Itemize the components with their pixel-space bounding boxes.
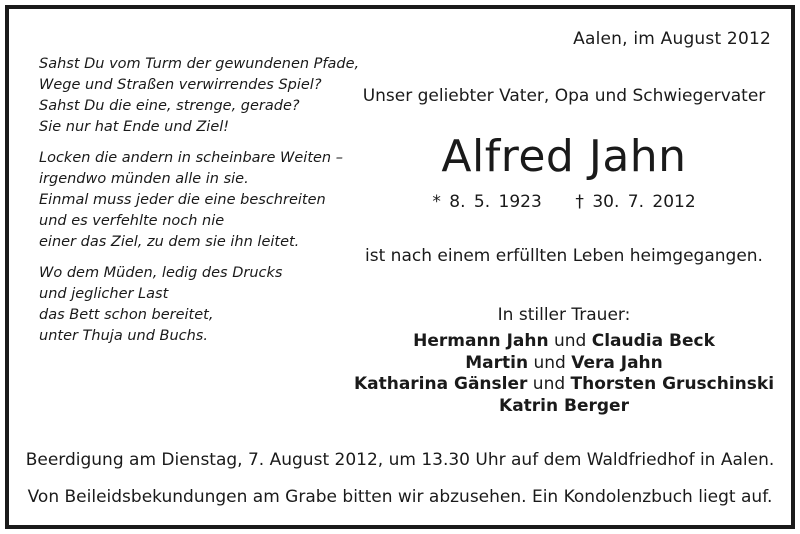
mourner-name: Claudia Beck xyxy=(591,331,715,351)
poem-stanza xyxy=(39,148,369,253)
poem-stanza xyxy=(39,54,369,138)
birth-date: 8. 5. 1923 xyxy=(449,192,542,212)
mourners-line xyxy=(334,331,794,353)
mourner-name: Martin xyxy=(465,352,529,373)
poem xyxy=(39,54,369,357)
poem-line: Einmal muss jeder die eine beschreiten xyxy=(39,192,326,208)
poem-line: irgendwo münden alle in sie. xyxy=(39,171,249,187)
mourner-name: Thorsten Gruschinski xyxy=(570,374,775,394)
condolence-info: Von Beileidsbekundungen am Grabe bitten wir abzusehen. Ein Kondolenzbuch liegt auf. xyxy=(27,487,773,507)
mourners-line xyxy=(334,353,794,375)
death-date: 30. 7. 2012 xyxy=(592,192,696,212)
birth-symbol: * xyxy=(432,192,441,212)
poem-line: einer das Ziel, zu dem sie ihn leitet. xyxy=(39,234,300,250)
poem-line: Sahst Du die eine, strenge, gerade? xyxy=(39,98,300,114)
poem-line: Sahst Du vom Turm der gewundenen Pfade, xyxy=(39,56,360,72)
mourner-name: Hermann Jahn xyxy=(413,331,549,351)
and-word: und xyxy=(553,331,587,351)
and-word: und xyxy=(533,352,566,373)
intro-text: Unser geliebter Vater, Opa und Schwiegervater xyxy=(362,86,766,106)
poem-line: und jeglicher Last xyxy=(39,286,169,302)
mourner-name: Katrin Berger xyxy=(499,395,629,416)
poem-line: Locken die andern in scheinbare Weiten – xyxy=(39,150,343,166)
poem-line: unter Thuja und Buchs. xyxy=(39,328,208,344)
mourners-list xyxy=(334,331,794,417)
passed-text: ist nach einem erfüllten Leben heimgegangen. xyxy=(365,246,763,266)
life-dates xyxy=(334,192,794,212)
mourners-line xyxy=(334,396,794,418)
mourner-name: Katharina Gänsler xyxy=(353,374,528,394)
place-date: Aalen, im August 2012 xyxy=(573,29,771,49)
funeral-info: Beerdigung am Dienstag, 7. August 2012, um 13.30 Uhr auf dem Waldfriedhof in Aalen. xyxy=(25,450,775,470)
poem-line: das Bett schon bereitet, xyxy=(39,307,214,323)
poem-line: Wege und Straßen verwirrendes Spiel? xyxy=(39,77,322,93)
poem-line: und es verfehlte noch nie xyxy=(39,213,225,229)
and-word: und xyxy=(532,374,566,394)
poem-line: Sie nur hat Ende und Ziel! xyxy=(39,119,230,135)
mourners-title: In stiller Trauer: xyxy=(497,305,631,325)
poem-line: Wo dem Müden, ledig des Drucks xyxy=(39,265,283,281)
poem-stanza xyxy=(39,263,369,347)
obituary-notice xyxy=(5,5,795,529)
mourners-line xyxy=(334,374,794,396)
death-symbol: † xyxy=(575,192,584,212)
mourner-name: Vera Jahn xyxy=(571,352,663,373)
deceased-name: Alfred Jahn xyxy=(441,131,687,182)
